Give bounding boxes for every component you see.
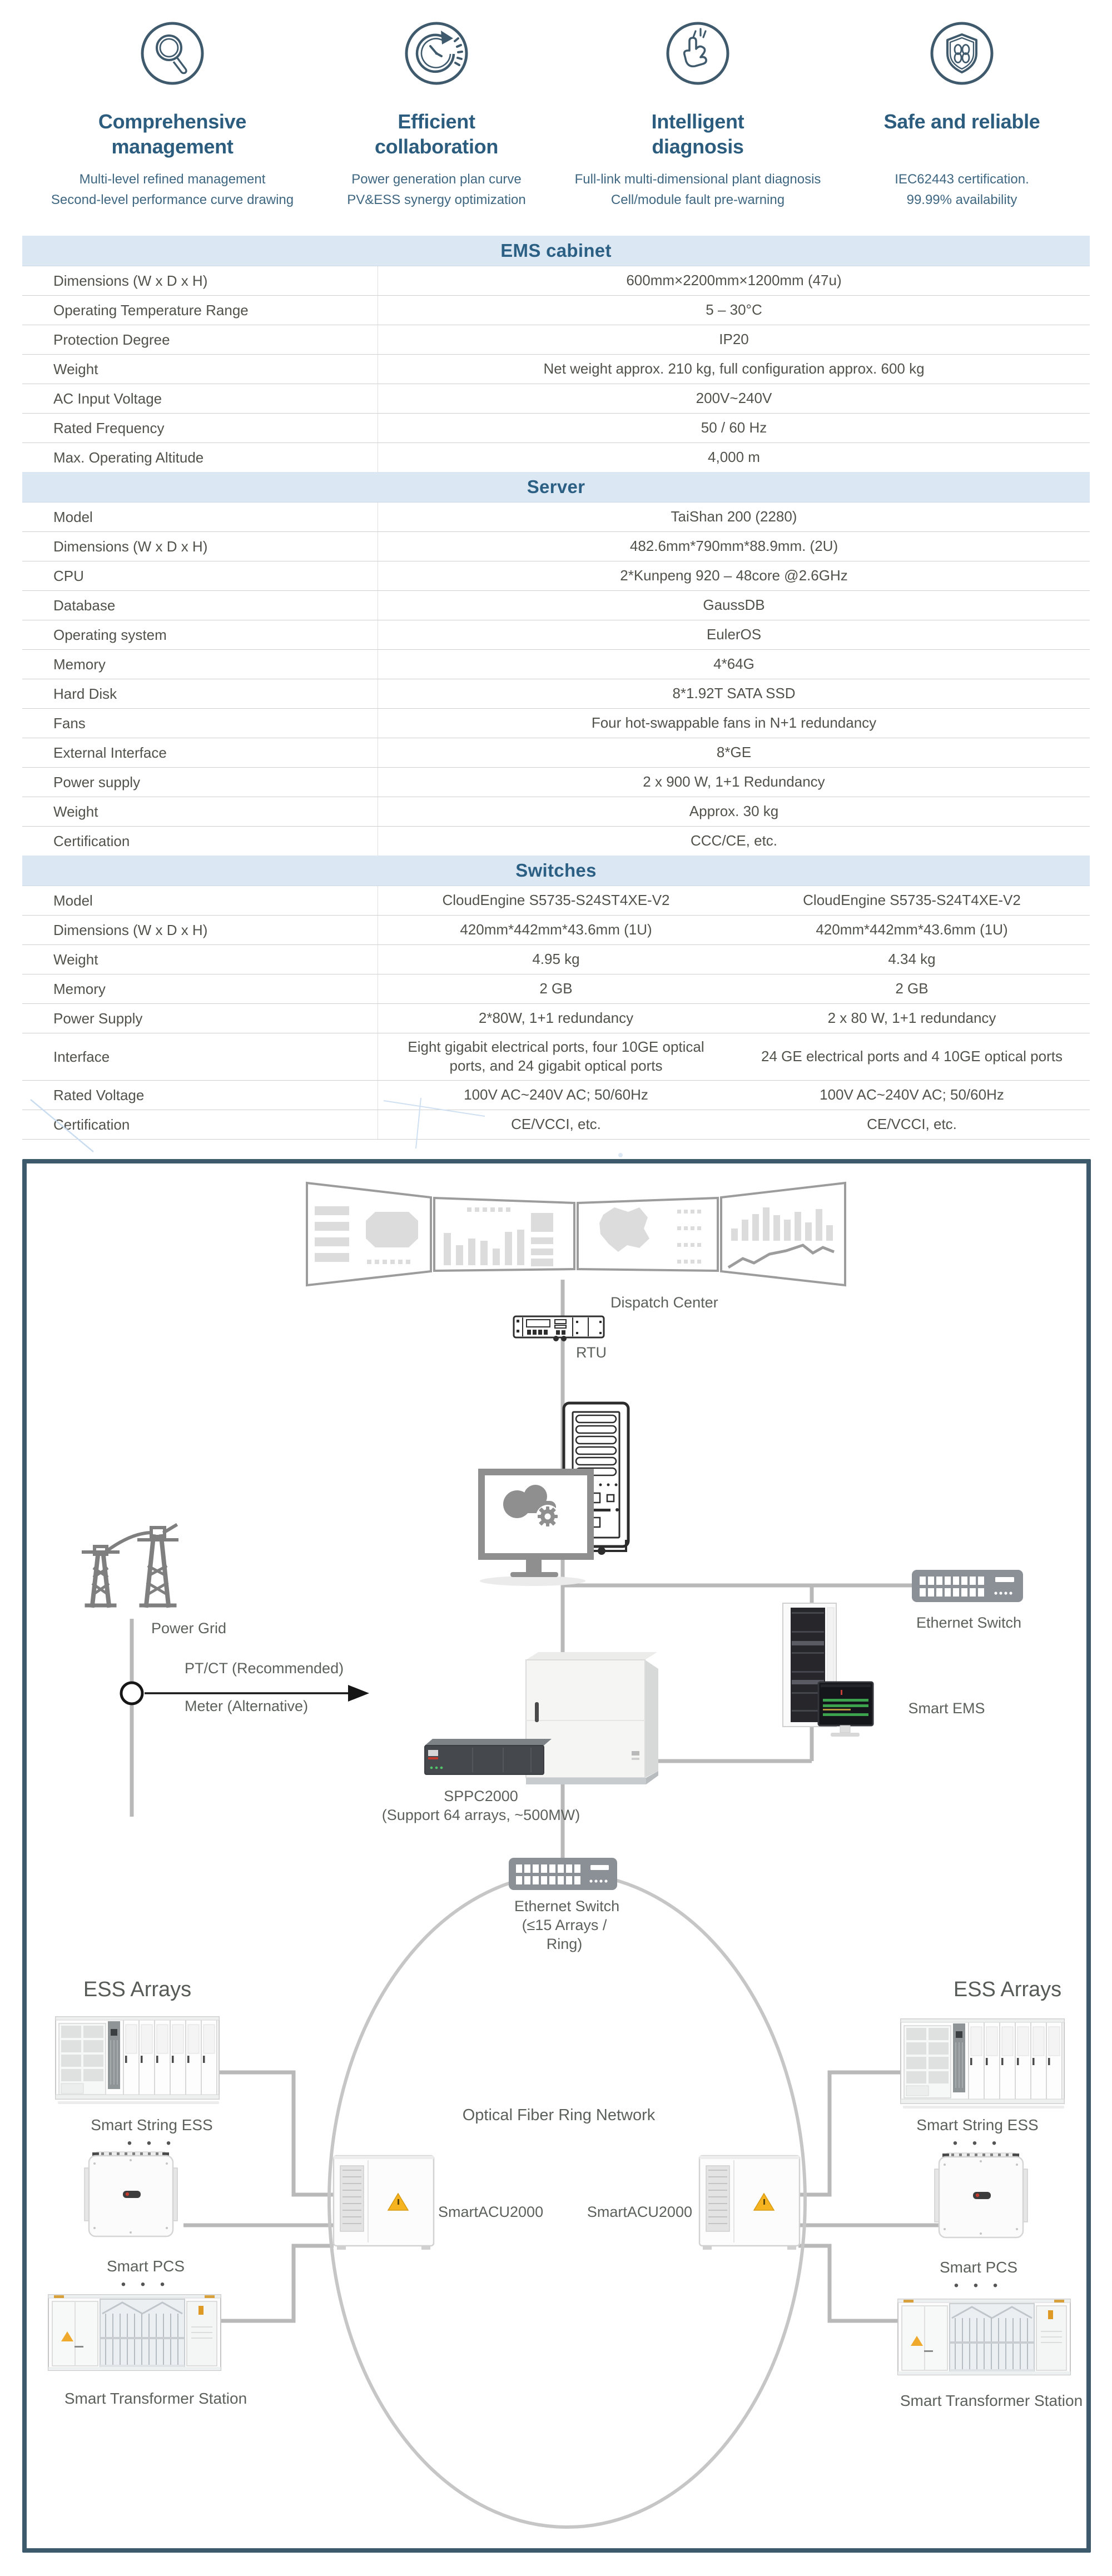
- repeat-dots: • • •: [121, 2277, 171, 2292]
- spec-label: Power Supply: [22, 1004, 378, 1033]
- spec-label: Weight: [22, 797, 378, 826]
- clock-sync-icon: [297, 20, 575, 87]
- optical-ring-label: Optical Fiber Ring Network: [462, 2106, 656, 2124]
- shield-icon: [823, 20, 1101, 87]
- spec-value: 5 – 30°C: [706, 301, 762, 319]
- ring-switch-sub: (≤15 Arrays / Ring): [522, 1917, 607, 1952]
- spec-label: Operating Temperature Range: [22, 296, 378, 325]
- spec-value: 100V AC~240V AC; 50/60Hz: [820, 1086, 1004, 1103]
- table-row: [22, 916, 1090, 945]
- spec-label: Weight: [22, 945, 378, 974]
- repeat-dots: • • •: [127, 2136, 177, 2151]
- spec-value: Eight gigabit electrical ports, four 10GE optical ports, and 24 gigabit optical ports: [408, 1038, 704, 1074]
- dispatch-center-label: Dispatch Center: [610, 1294, 718, 1311]
- repeat-dots: • • •: [952, 2136, 1002, 2151]
- table-row: [22, 561, 1090, 591]
- spec-label: Memory: [22, 974, 378, 1003]
- feature-desc-line: 99.99% availability: [906, 192, 1017, 207]
- spec-value: 2*Kunpeng 920 – 48core @2.6GHz: [620, 567, 848, 584]
- table-row: [22, 443, 1090, 473]
- feature-description: [823, 169, 1101, 210]
- feature-title: Comprehensive management: [98, 110, 247, 158]
- spec-label: Rated Voltage: [22, 1081, 378, 1110]
- spec-value: CloudEngine S5735-S24T4XE-V2: [803, 892, 1021, 909]
- sppc2000-label: [361, 1787, 600, 1824]
- table-row: [22, 738, 1090, 768]
- spec-value: CloudEngine S5735-S24ST4XE-V2: [442, 892, 670, 909]
- spec-value: 4,000 m: [708, 449, 760, 466]
- smart-string-ess-label-left: Smart String ESS: [91, 2116, 213, 2134]
- table-row: [22, 886, 1090, 916]
- feature-intelligent-diagnosis: [559, 16, 837, 221]
- table-title: Switches: [22, 856, 1090, 886]
- table-title: Server: [22, 472, 1090, 503]
- feature-comprehensive-management: [33, 16, 311, 221]
- spec-value: 600mm×2200mm×1200mm (47u): [626, 272, 842, 289]
- ess-arrays-label-left: ESS Arrays: [83, 1978, 192, 2001]
- spec-label: Interface: [22, 1033, 378, 1080]
- spec-label: Model: [22, 886, 378, 915]
- spec-value: Four hot-swappable fans in N+1 redundancy: [591, 714, 877, 732]
- snap-finger-icon: [559, 20, 837, 87]
- table-row: [22, 797, 1090, 827]
- spec-value: Net weight approx. 210 kg, full configuration approx. 600 kg: [543, 360, 925, 377]
- spec-value: 8*1.92T SATA SSD: [672, 685, 796, 702]
- feature-title: Efficient collaboration: [374, 110, 499, 158]
- ethernet-switch-top-label: Ethernet Switch: [916, 1614, 1022, 1631]
- spec-label: Dimensions (W x D x H): [22, 916, 378, 944]
- magnifier-icon: [33, 20, 311, 87]
- architecture-diagram-frame: [22, 1159, 1091, 2553]
- smart-ems-label: Smart EMS: [908, 1700, 985, 1717]
- feature-desc-line: Full-link multi-dimensional plant diagnosis: [574, 172, 821, 187]
- feature-description: [297, 169, 575, 210]
- table-row: [22, 1004, 1090, 1033]
- table-row: [22, 620, 1090, 650]
- ems-cabinet-table: [22, 236, 1090, 473]
- spec-value: GaussDB: [703, 596, 765, 614]
- spec-value: Approx. 30 kg: [689, 803, 779, 820]
- ring-switch-label: [514, 1897, 620, 1953]
- feature-desc-line: IEC62443 certification.: [895, 172, 1029, 187]
- table-row: [22, 591, 1090, 620]
- sppc2000-name: SPPC2000: [444, 1788, 518, 1804]
- table-row: [22, 1033, 1090, 1081]
- spec-value: IP20: [719, 331, 749, 348]
- smartacu-label-right: SmartACU2000: [587, 2204, 692, 2220]
- feature-desc-line: Multi-level refined management: [79, 172, 266, 187]
- smart-transformer-label-left: Smart Transformer Station: [64, 2390, 247, 2407]
- spec-value: 50 / 60 Hz: [701, 419, 767, 436]
- feature-desc-line: PV&ESS synergy optimization: [347, 192, 526, 207]
- table-row: [22, 532, 1090, 561]
- spec-label: Dimensions (W x D x H): [22, 266, 378, 295]
- table-row: [22, 414, 1090, 443]
- table-row: [22, 296, 1090, 325]
- spec-label: Power supply: [22, 768, 378, 797]
- smart-pcs-label-right: Smart PCS: [939, 2259, 1018, 2276]
- feature-description: [559, 169, 837, 210]
- table-row: [22, 974, 1090, 1004]
- spec-value: 4*64G: [713, 655, 754, 673]
- table-title: EMS cabinet: [22, 236, 1090, 266]
- spec-label: AC Input Voltage: [22, 384, 378, 413]
- spec-label: Fans: [22, 709, 378, 738]
- table-row: [22, 827, 1090, 856]
- spec-value: EulerOS: [706, 626, 762, 643]
- table-row: [22, 384, 1090, 414]
- repeat-dots: • • •: [954, 2278, 1004, 2293]
- ring-switch-name: Ethernet Switch: [514, 1898, 620, 1914]
- spec-value: CE/VCCI, etc.: [511, 1116, 601, 1133]
- smart-transformer-label-right: Smart Transformer Station: [900, 2392, 1083, 2409]
- spec-value: 4.95 kg: [532, 951, 580, 968]
- spec-label: Hard Disk: [22, 679, 378, 708]
- spec-label: CPU: [22, 561, 378, 590]
- feature-description: [33, 169, 311, 210]
- feature-desc-line: Second-level performance curve drawing: [51, 192, 294, 207]
- spec-value: 2 x 80 W, 1+1 redundancy: [827, 1009, 996, 1027]
- spec-value: CCC/CE, etc.: [690, 832, 778, 849]
- spec-label: Model: [22, 503, 378, 531]
- feature-safe-and-reliable: [823, 16, 1101, 221]
- rtu-label: RTU: [576, 1344, 607, 1361]
- table-row: [22, 650, 1090, 679]
- smart-string-ess-label-right: Smart String ESS: [916, 2116, 1039, 2134]
- spec-value: 2 GB: [539, 980, 573, 997]
- spec-value: 2*80W, 1+1 redundancy: [478, 1009, 634, 1027]
- feature-desc-line: Power generation plan curve: [351, 172, 522, 187]
- spec-value: TaiShan 200 (2280): [671, 508, 797, 525]
- table-row: [22, 503, 1090, 532]
- spec-label: Dimensions (W x D x H): [22, 532, 378, 561]
- power-grid-label: Power Grid: [151, 1620, 227, 1637]
- spec-value: 420mm*442mm*43.6mm (1U): [816, 921, 1008, 938]
- spec-label: Protection Degree: [22, 325, 378, 354]
- switches-table: [22, 856, 1090, 1140]
- sppc2000-sub: (Support 64 arrays, ~500MW): [381, 1807, 580, 1823]
- spec-value: 100V AC~240V AC; 50/60Hz: [464, 1086, 648, 1103]
- spec-label: Weight: [22, 355, 378, 384]
- feature-efficient-collaboration: [297, 16, 575, 221]
- ess-arrays-label-right: ESS Arrays: [953, 1978, 1062, 2001]
- feature-title: Safe and reliable: [883, 110, 1040, 133]
- smart-pcs-label-left: Smart PCS: [106, 2257, 185, 2275]
- table-row: [22, 768, 1090, 797]
- spec-label: Certification: [22, 1110, 378, 1139]
- table-row: [22, 945, 1090, 974]
- spec-value: 2 x 900 W, 1+1 Redundancy: [643, 773, 825, 790]
- table-row: [22, 355, 1090, 384]
- spec-label: External Interface: [22, 738, 378, 767]
- feature-desc-line: Cell/module fault pre-warning: [610, 192, 785, 207]
- server-table: [22, 472, 1090, 856]
- feature-title: Intelligent diagnosis: [651, 110, 744, 158]
- table-row: [22, 1110, 1090, 1140]
- table-row: [22, 1081, 1090, 1110]
- spec-label: Certification: [22, 827, 378, 856]
- spec-value: 200V~240V: [696, 390, 772, 407]
- table-row: [22, 679, 1090, 709]
- spec-label: Database: [22, 591, 378, 620]
- spec-label: Rated Frequency: [22, 414, 378, 442]
- ptct-label: PT/CT (Recommended): [185, 1660, 344, 1677]
- smartacu-label-left: SmartACU2000: [438, 2204, 544, 2220]
- table-row: [22, 266, 1090, 296]
- meter-label: Meter (Alternative): [185, 1698, 309, 1714]
- spec-value: 4.34 kg: [888, 951, 936, 968]
- spec-label: Operating system: [22, 620, 378, 649]
- table-row: [22, 709, 1090, 738]
- spec-value: 2 GB: [895, 980, 929, 997]
- spec-value: 482.6mm*790mm*88.9mm. (2U): [629, 538, 838, 555]
- spec-value: 8*GE: [716, 744, 752, 761]
- spec-label: Memory: [22, 650, 378, 679]
- table-row: [22, 325, 1090, 355]
- spec-value: CE/VCCI, etc.: [867, 1116, 957, 1133]
- spec-value: 24 GE electrical ports and 4 10GE optical ports: [761, 1048, 1063, 1065]
- spec-label: Max. Operating Altitude: [22, 443, 378, 472]
- spec-value: 420mm*442mm*43.6mm (1U): [460, 921, 652, 938]
